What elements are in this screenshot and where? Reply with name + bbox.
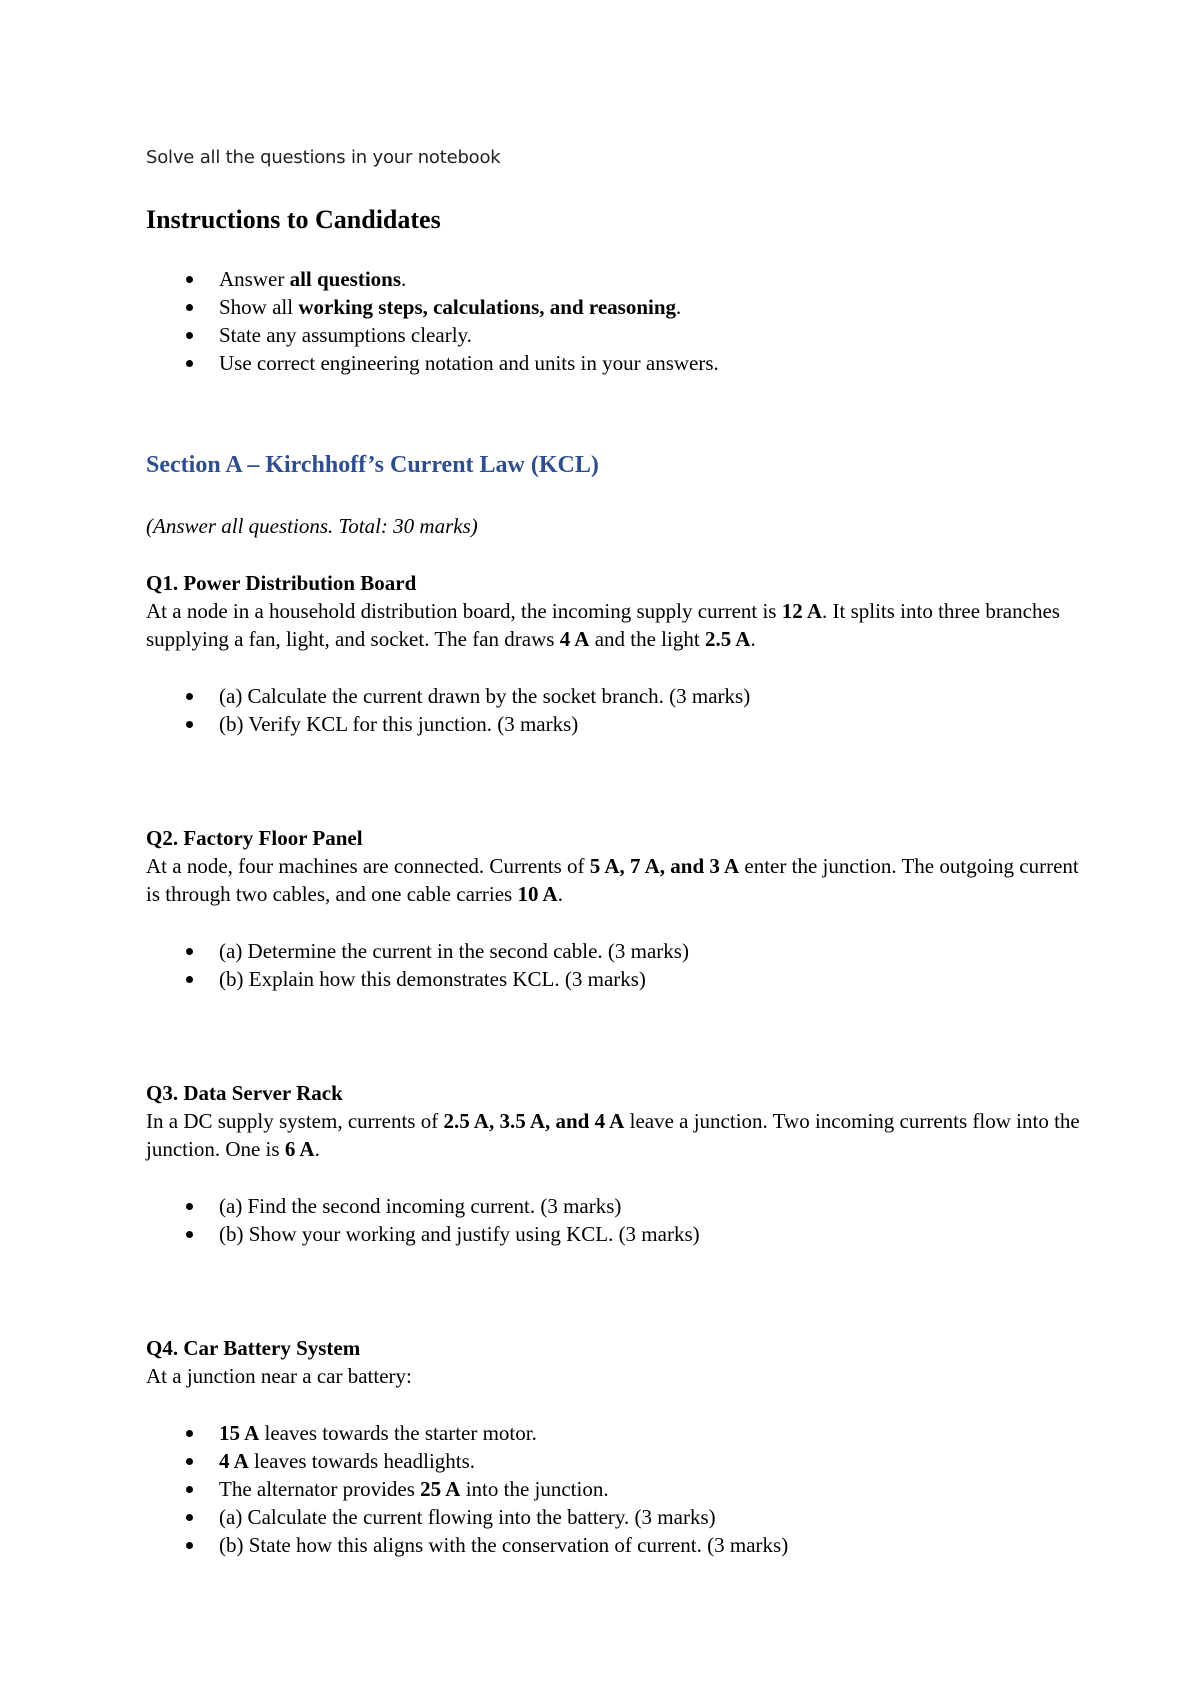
list-item: State any assumptions clearly. <box>146 321 719 349</box>
list-item: The alternator provides 25 A into the junction. <box>146 1475 788 1503</box>
q2-title: Q2. Factory Floor Panel <box>146 826 363 850</box>
q3-parts <box>146 1192 700 1248</box>
list-item: (b) Explain how this demonstrates KCL. (3 marks) <box>146 965 689 993</box>
bullet-icon <box>186 1430 193 1437</box>
section-marks-note: (Answer all questions. Total: 30 marks) <box>146 514 478 538</box>
q2-parts <box>146 937 689 993</box>
bullet-icon <box>186 1514 193 1521</box>
list-item: Show all working steps, calculations, and reasoning. <box>146 293 719 321</box>
bullet-icon <box>186 1542 193 1549</box>
list-item: (b) Show your working and justify using KCL. (3 marks) <box>146 1220 700 1248</box>
bullet-icon <box>186 976 193 983</box>
q1-title: Q1. Power Distribution Board <box>146 571 417 595</box>
q4-items <box>146 1419 788 1559</box>
q3-body: In a DC supply system, currents of 2.5 A, 3.5 A, and 4 A leave a junction. Two incoming currents flow into the junction. One is 6 A. <box>146 1109 1080 1161</box>
q3-title: Q3. Data Server Rack <box>146 1081 343 1105</box>
section-heading: Section A – Kirchhoff’s Current Law (KCL) <box>146 452 599 478</box>
bullet-icon <box>186 1203 193 1210</box>
list-item: (a) Find the second incoming current. (3 marks) <box>146 1192 700 1220</box>
bullet-icon <box>186 693 193 700</box>
list-item: (b) Verify KCL for this junction. (3 marks) <box>146 710 750 738</box>
list-item: (b) State how this aligns with the conservation of current. (3 marks) <box>146 1531 788 1559</box>
bullet-icon <box>186 948 193 955</box>
notebook-instruction: Solve all the questions in your notebook <box>146 147 501 168</box>
q4-body: At a junction near a car battery: <box>146 1364 412 1388</box>
bullet-icon <box>186 360 193 367</box>
list-item: Answer all questions. <box>146 265 719 293</box>
list-item: 4 A leaves towards headlights. <box>146 1447 788 1475</box>
bullet-icon <box>186 304 193 311</box>
q1-body: At a node in a household distribution board, the incoming supply current is 12 A. It splits into three branches supplying a fan, light, and socket. The fan draws 4 A and the light 2.5 A. <box>146 599 1060 651</box>
list-item: (a) Determine the current in the second cable. (3 marks) <box>146 937 689 965</box>
bullet-icon <box>186 332 193 339</box>
list-item: (a) Calculate the current drawn by the socket branch. (3 marks) <box>146 682 750 710</box>
bullet-icon <box>186 721 193 728</box>
q1-parts <box>146 682 750 738</box>
list-item: Use correct engineering notation and units in your answers. <box>146 349 719 377</box>
instructions-list <box>146 265 719 377</box>
bullet-icon <box>186 1458 193 1465</box>
instructions-heading: Instructions to Candidates <box>146 205 441 234</box>
list-item: (a) Calculate the current flowing into the battery. (3 marks) <box>146 1503 788 1531</box>
q2-body: At a node, four machines are connected. Currents of 5 A, 7 A, and 3 A enter the junction. The outgoing current is through two cables, and one cable carries 10 A. <box>146 854 1079 906</box>
bullet-icon <box>186 1486 193 1493</box>
bullet-icon <box>186 1231 193 1238</box>
list-item: 15 A leaves towards the starter motor. <box>146 1419 788 1447</box>
bullet-icon <box>186 276 193 283</box>
q4-title: Q4. Car Battery System <box>146 1336 361 1360</box>
